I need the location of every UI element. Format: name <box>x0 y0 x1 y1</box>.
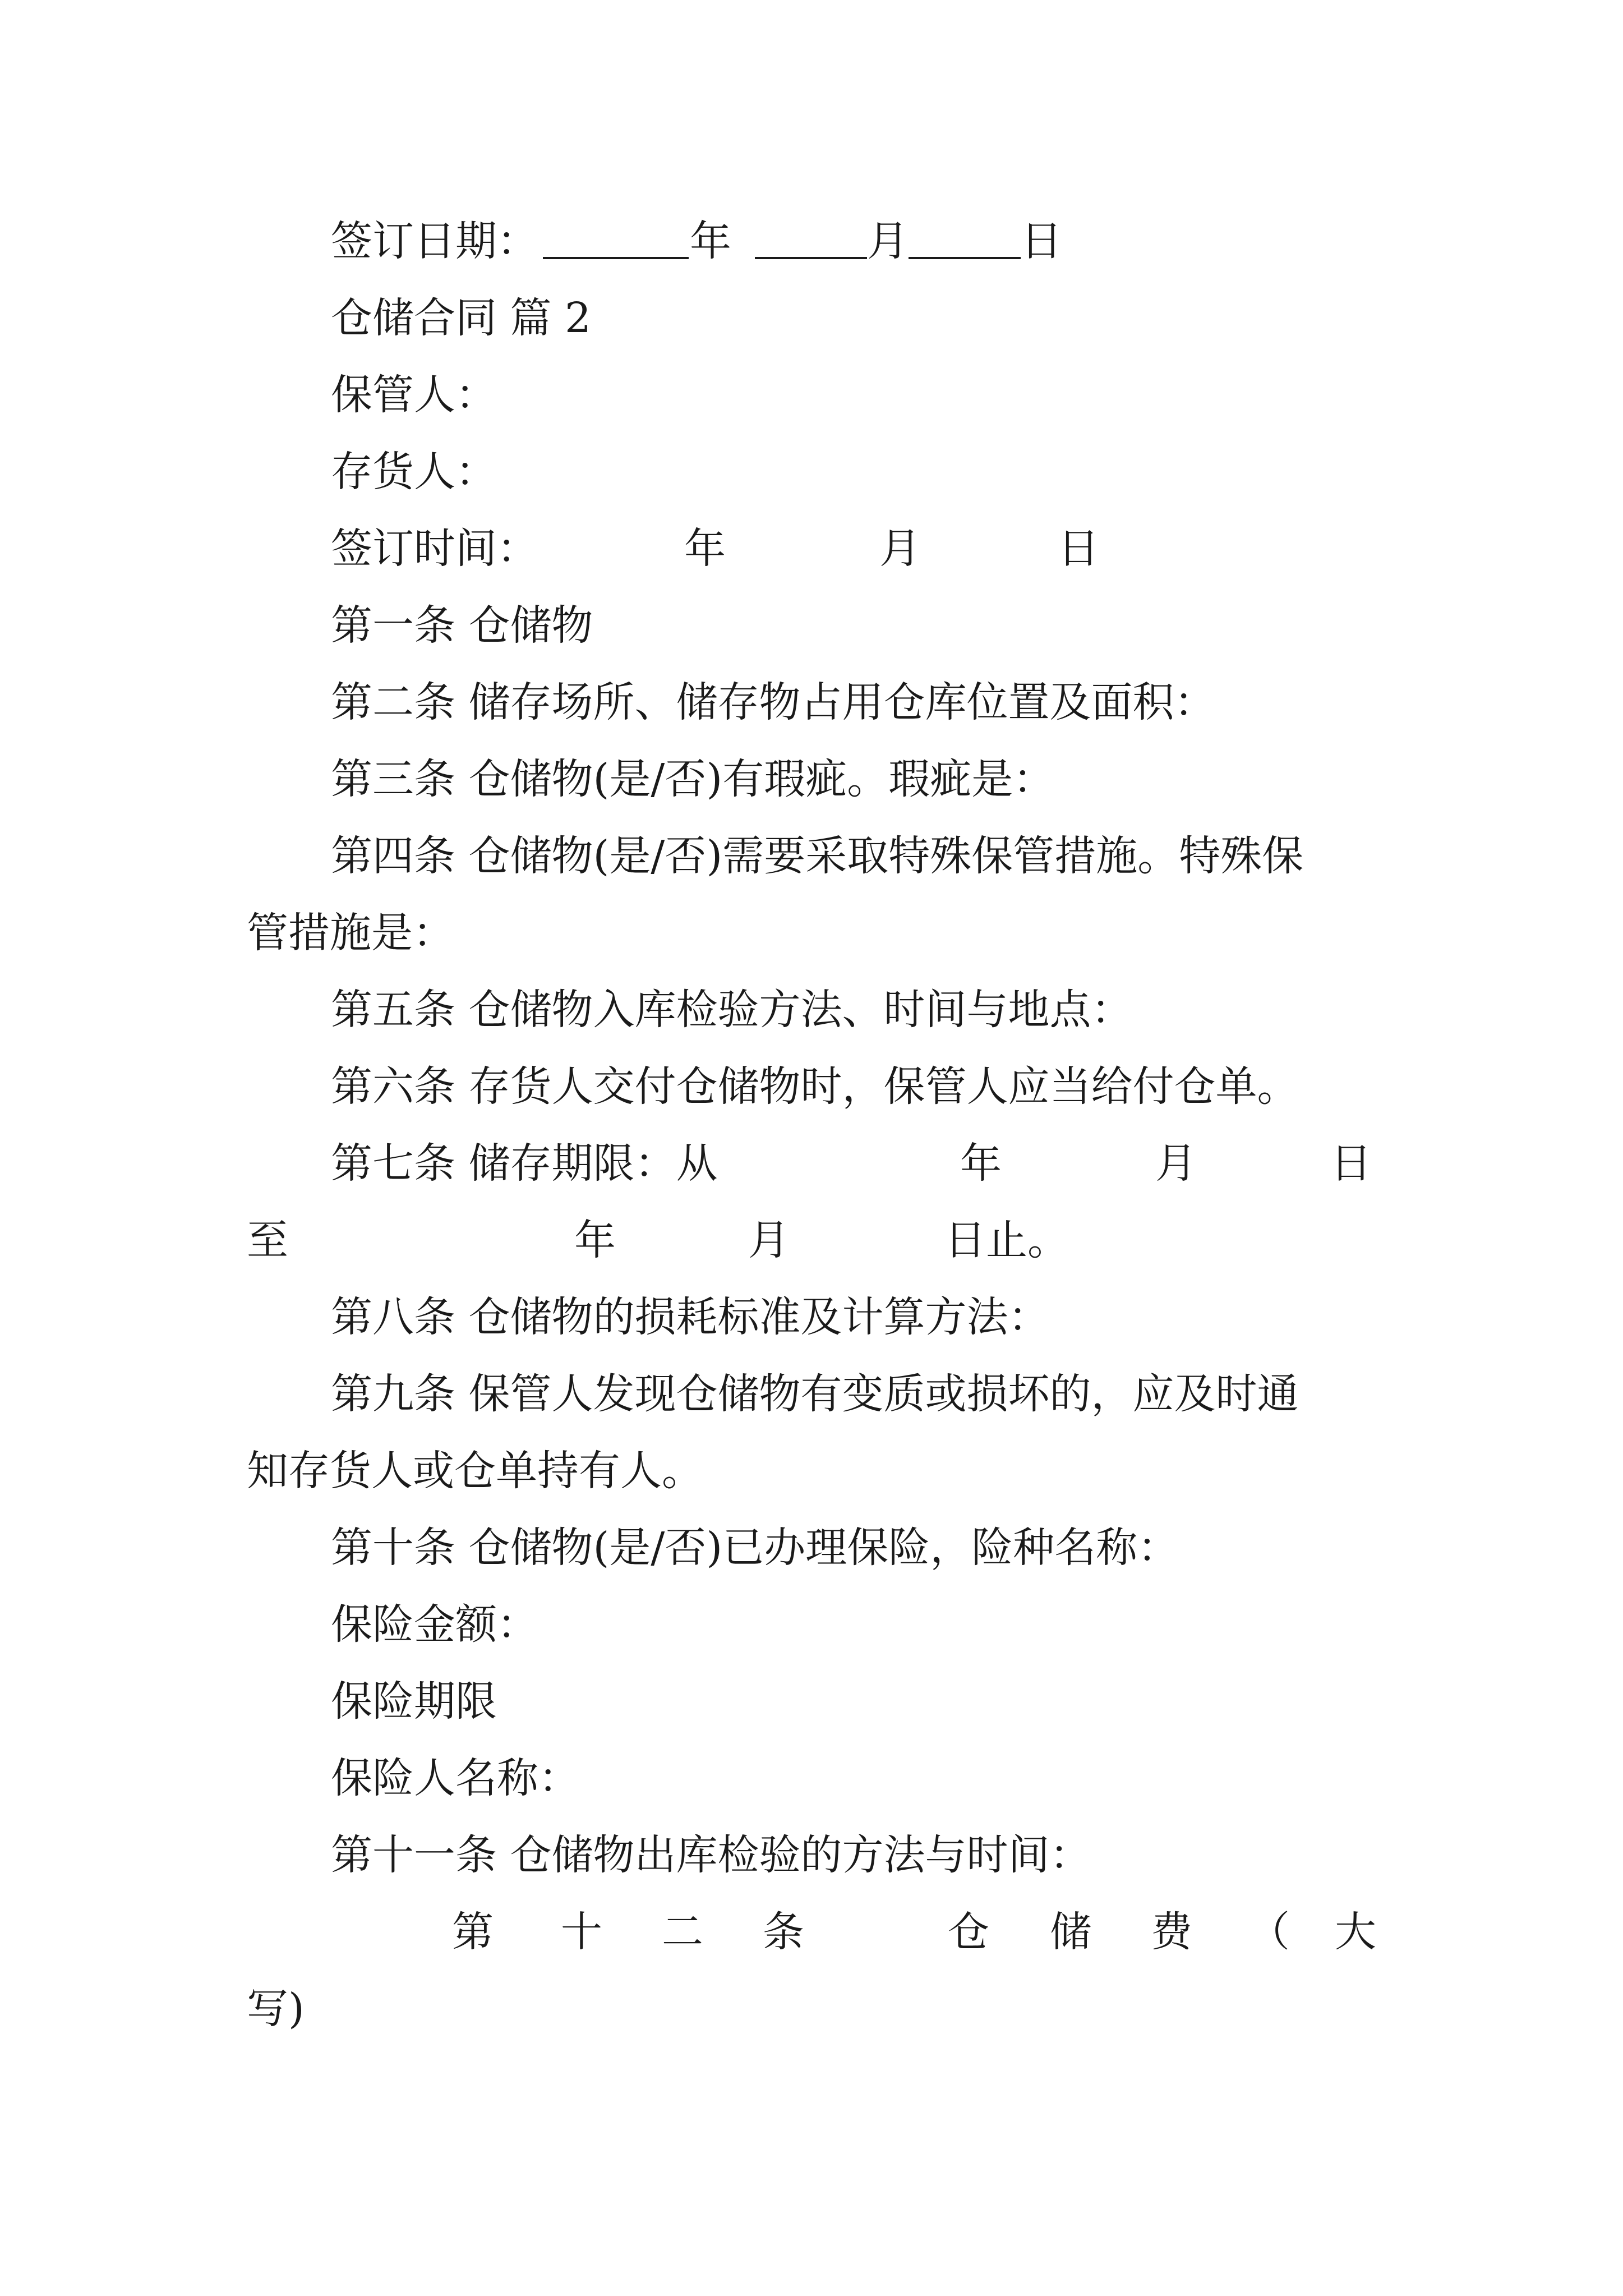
article-12-cont: 写) <box>247 1985 305 2033</box>
article-12 <box>0 1904 1623 1960</box>
month-blank <box>755 213 867 259</box>
article-12-char-6: 储 <box>1050 1908 1091 1956</box>
article-9-cont: 知存货人或仓单持有人。 <box>247 1447 703 1495</box>
insured-amount: 保险金额： <box>331 1600 538 1649</box>
article-8: 第八条 仓储物的损耗标准及计算方法： <box>331 1293 1050 1341</box>
article-12-char-8: （ <box>1248 1908 1290 1956</box>
storage-from-day: 日 <box>1330 1139 1372 1188</box>
article-10: 第十条 仓储物(是/否)已办理保险，险种名称： <box>331 1524 1179 1572</box>
storage-to-day: 日止。 <box>944 1216 1069 1264</box>
storage-from-month: 月 <box>1155 1139 1197 1188</box>
signing-date-line <box>0 213 1623 269</box>
article-11: 第十一条 仓储物出库检验的方法与时间： <box>331 1831 1091 1879</box>
article-12-char-5: 仓 <box>948 1908 989 1956</box>
article-6: 第六条 存货人交付仓储物时，保管人应当给付仓单。 <box>331 1062 1299 1111</box>
signing-month-char: 月 <box>879 524 921 573</box>
article-12-char-1: 第 <box>452 1908 494 1956</box>
storage-from-year: 年 <box>960 1139 1002 1188</box>
day-char: 日 <box>1021 217 1062 265</box>
article-9: 第九条 保管人发现仓储物有变质或损坏的，应及时通 <box>331 1370 1299 1418</box>
article-4-cont: 管措施是： <box>247 909 454 957</box>
section-title: 仓储合同 篇 2 <box>331 294 592 342</box>
insurance-period: 保险期限 <box>331 1677 497 1726</box>
article-1: 第一条 仓储物 <box>331 601 593 650</box>
signing-date-label: 签订日期： <box>331 217 538 265</box>
article-4: 第四条 仓储物(是/否)需要采取特殊保管措施。特殊保 <box>331 832 1304 880</box>
storage-to-month: 月 <box>748 1216 790 1264</box>
article-12-char-3: 二 <box>662 1908 703 1956</box>
article-12-char-2: 十 <box>561 1908 602 1956</box>
day-blank <box>909 213 1021 259</box>
article-2: 第二条 储存场所、储存物占用仓库位置及面积： <box>331 678 1216 726</box>
storage-to-label: 至 <box>247 1216 288 1264</box>
custodian-line: 保管人： <box>331 371 497 419</box>
article-12-char-4: 条 <box>763 1908 804 1956</box>
article-12-char-9: 大 <box>1335 1908 1376 1956</box>
month-char: 月 <box>867 217 909 265</box>
article-7-label: 第七条 储存期限：从 <box>331 1139 718 1188</box>
depositor-line: 存货人： <box>331 448 497 496</box>
signing-time-label: 签订时间： <box>331 524 538 573</box>
article-12-char-7: 费 <box>1151 1908 1192 1956</box>
signing-year-char: 年 <box>684 524 726 573</box>
storage-to-year: 年 <box>574 1216 616 1264</box>
year-blank <box>543 213 689 259</box>
article-3: 第三条 仓储物(是/否)有瑕疵。瑕疵是： <box>331 755 1055 803</box>
article-7-cont <box>0 1212 1623 1268</box>
signing-day-char: 日 <box>1058 524 1099 573</box>
article-7 <box>0 1135 1623 1191</box>
insurer-name: 保险人名称： <box>331 1754 580 1802</box>
year-char: 年 <box>690 217 731 265</box>
signing-time-line <box>0 521 1623 577</box>
article-5: 第五条 仓储物入库检验方法、时间与地点： <box>331 986 1133 1034</box>
